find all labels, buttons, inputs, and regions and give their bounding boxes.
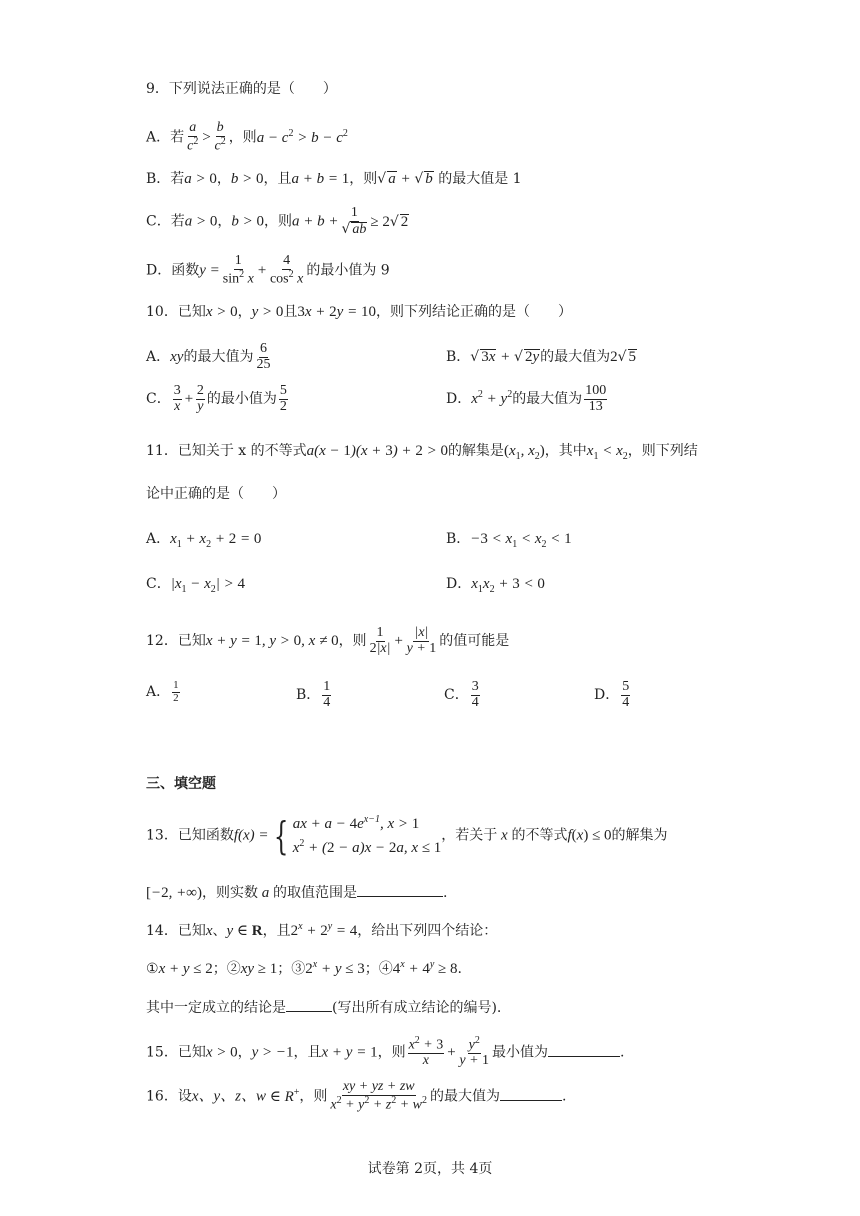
q9-option-b: B．若a > 0，b > 0，且a + b = 1，则√ a + √ b 的最大值是 1 — [146, 171, 522, 187]
q9-option-a: A．若 $\frac{a}{c^2}$ > $\frac{b}{c^2}$ ，则$a - c^2 > b - c^2$ — [146, 120, 348, 154]
q12-option-b: B． $\frac{1}{4}$ — [296, 679, 331, 710]
q13-stem: 13．已知函数f(x) = { ax + $a - 4e^{x-1}$, x > 1 $x^2 + (2 - a)x - 2a$, x ≤ 1 ，若关于 x 的不等式f(x) ≤ 0的解集为 — [146, 813, 668, 858]
q9-stem: 9．下列说法正确的是（ ） — [146, 81, 337, 97]
q11-option-d: D．$x_1x_2 + 3 < 0$ — [446, 576, 545, 595]
q10-option-d: D．$x^2 + y^2$的最大值为 $\frac{100}{13}$ — [446, 383, 607, 414]
q10-option-c: C． $\frac{3}{x}$ + $\frac{2}{y}$ 的最小值为 $\frac{5}{2}$ — [146, 383, 287, 414]
section-title: 三、填空题 — [146, 776, 216, 792]
q14-answer-blank[interactable] — [286, 999, 332, 1012]
q11-option-a: A．$x_1 + x_2 + 2 = 0$ — [146, 531, 262, 550]
q14-question: 其中一定成立的结论是 (写出所有成立结论的编号). — [146, 1000, 502, 1016]
q14-stem: 14．已知x、y ∈ R，且$2^x + 2^y = 4$，给出下列四个结论： — [146, 921, 498, 939]
page-footer: 试卷第 2页，共 4页 — [367, 1161, 493, 1177]
q12-stem: 12．已知x + y = 1, y > 0, x ≠ 0，则 $\frac{1}{2|x|}$ + $\frac{|x|}{y + 1}$ 的值可能是 — [146, 625, 510, 656]
q11-stem: 11．已知关于 x 的不等式a(x − 1)(x + 3) + 2 > 0的解集是($x_1$, $x_2$)，其中$x_1 < x_2$，则下列结 — [146, 443, 698, 462]
q9-option-d: D．函数y = $\frac{1}{\sin^2 x}$ + $\frac{4}{\cos^2 x}$ 的最小值为 9 — [146, 253, 390, 287]
q15-answer-blank[interactable] — [548, 1044, 620, 1057]
q10-option-a: A．xy的最大值为 $\frac{6}{25}$ — [146, 341, 271, 372]
q12-option-d: D． $\frac{5}{4}$ — [594, 679, 630, 710]
q9-option-c: C．若a > 0，b > 0，则a + b + $\frac{1}{√ ab}$ ≥ 2√ 2 — [146, 205, 409, 237]
q11-option-c: C．$|x_1 - x_2| > 4$ — [146, 576, 246, 595]
q16-answer-blank[interactable] — [500, 1088, 562, 1101]
q12-option-a: A． $\frac{1}{2}$ — [146, 679, 179, 704]
q15-stem: 15．已知x > 0，y > −1，且x + y = 1，则 $\frac{x^2 + 3}{x}$ + $\frac{y^2}{y + 1}$ 最小值为 . — [146, 1035, 625, 1069]
q16-stem: 16．设x、y、z、w ∈ R+，则 $\frac{xy + yz + zw}{x^2 + y^2 + z^2 + w^2}$ 的最大值为 . — [146, 1079, 567, 1113]
q13-stem-line2: [−2, +∞)，则实数 a 的取值范围是 . — [146, 885, 448, 901]
q11-option-b: B．$-3 < x_1 < x_2 < 1$ — [446, 531, 572, 550]
q13-answer-blank[interactable] — [357, 884, 443, 897]
q10-option-b: B．√ 3x + √ 2y的最大值为2√ 5 — [446, 349, 637, 365]
q12-option-c: C． $\frac{3}{4}$ — [444, 679, 479, 710]
q10-stem: 10．已知x > 0，y > 0且3x + 2y = 10，则下列结论正确的是（ ） — [146, 304, 572, 320]
q14-conclusions: ①x + y ≤ 2；②xy ≥ 1；$③2^x + y \le 3$；$④4^x + 4^y \ge 8$. — [146, 959, 462, 977]
q11-stem-line2: 论中正确的是（ ） — [146, 486, 286, 502]
